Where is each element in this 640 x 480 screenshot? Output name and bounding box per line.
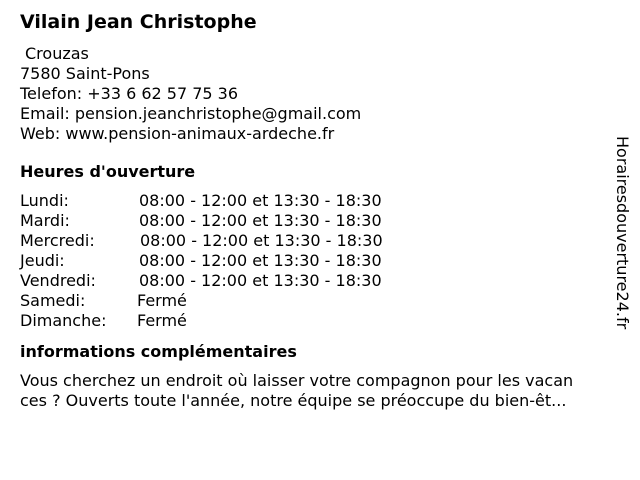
hours-row-saturday bbox=[20, 291, 620, 311]
hours-row-monday bbox=[20, 191, 620, 211]
business-card bbox=[20, 10, 620, 411]
hours-value: 08:00 - 12:00 et 13:30 - 18:30 bbox=[139, 251, 382, 270]
day-label: Vendredi: bbox=[20, 271, 96, 290]
opening-hours-heading: Heures d'ouverture bbox=[20, 162, 196, 181]
opening-hours-table bbox=[20, 191, 620, 331]
hours-row-tuesday bbox=[20, 211, 620, 231]
contact-info bbox=[20, 44, 620, 144]
hours-value: 08:00 - 12:00 et 13:30 - 18:30 bbox=[139, 191, 382, 210]
hours-value: Fermé bbox=[137, 311, 187, 330]
business-name: Vilain Jean Christophe bbox=[20, 11, 257, 33]
street-address: Crouzas bbox=[25, 44, 89, 63]
day-label: Mercredi: bbox=[20, 231, 95, 250]
email-line: Email: pension.jeanchristophe@gmail.com bbox=[20, 104, 362, 123]
hours-row-friday bbox=[20, 271, 620, 291]
description-line: Vous cherchez un endroit où laisser votre compagnon pour les vacan bbox=[20, 371, 574, 390]
hours-row-sunday bbox=[20, 311, 620, 331]
day-label: Mardi: bbox=[20, 211, 70, 230]
site-watermark: Horairesdouverture24.fr bbox=[613, 136, 632, 330]
additional-info-heading: informations complémentaires bbox=[20, 342, 297, 361]
city-address: 7580 Saint-Pons bbox=[20, 64, 150, 83]
hours-row-thursday bbox=[20, 251, 620, 271]
hours-value: 08:00 - 12:00 et 13:30 - 18:30 bbox=[140, 231, 383, 250]
day-label: Dimanche: bbox=[20, 311, 107, 330]
day-label: Jeudi: bbox=[20, 251, 65, 270]
hours-value: 08:00 - 12:00 et 13:30 - 18:30 bbox=[139, 271, 382, 290]
phone-line: Telefon: +33 6 62 57 75 36 bbox=[20, 84, 239, 103]
web-line: Web: www.pension-animaux-ardeche.fr bbox=[20, 124, 335, 143]
description-text bbox=[20, 371, 620, 411]
hours-value: Fermé bbox=[137, 291, 187, 310]
day-label: Samedi: bbox=[20, 291, 86, 310]
hours-value: 08:00 - 12:00 et 13:30 - 18:30 bbox=[139, 211, 382, 230]
hours-row-wednesday bbox=[20, 231, 620, 251]
description-line: ces ? Ouverts toute l'année, notre équipe se préoccupe du bien-êt... bbox=[20, 391, 567, 410]
day-label: Lundi: bbox=[20, 191, 69, 210]
